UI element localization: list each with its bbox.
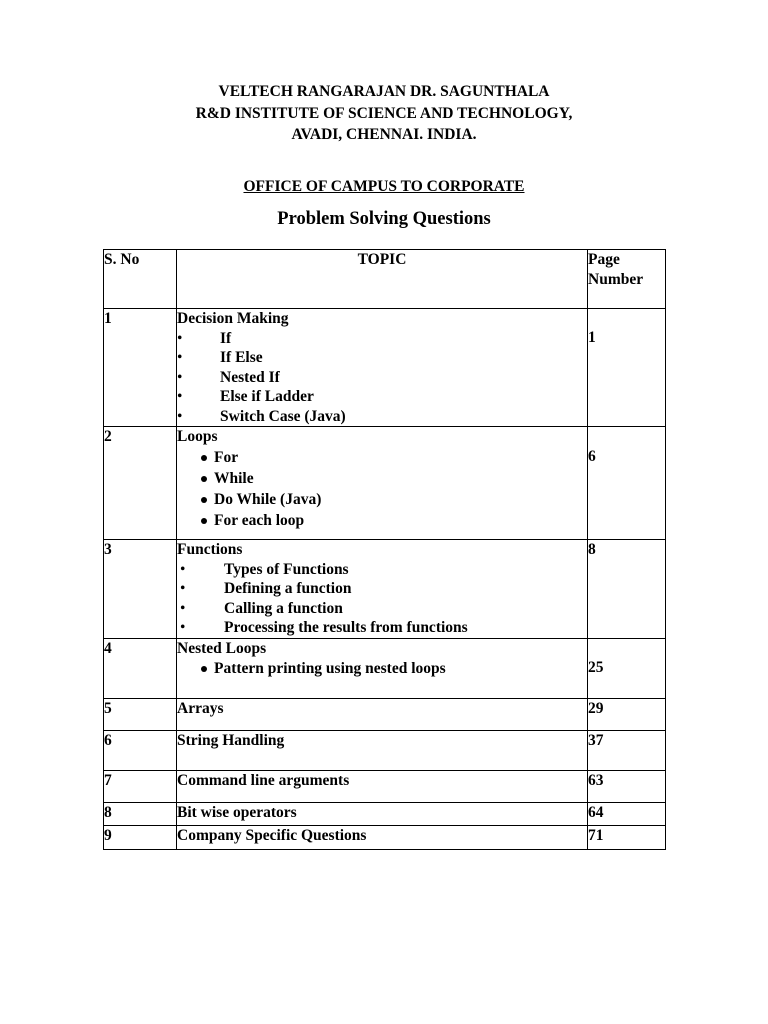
institute-name-line-1: VELTECH RANGARAJAN DR. SAGUNTHALA [218,83,550,100]
table-row [104,540,666,639]
header-sno: S. No [104,250,177,309]
row-topic: String Handling [177,730,588,770]
row-topic: Functions [177,541,243,558]
table-row [104,427,666,540]
row-page-value: 25 [588,658,604,676]
table-row [104,309,666,427]
row-topic-cell [177,309,588,427]
row-page: 71 [588,825,666,849]
institute-name-line-2: R&D INSTITUTE OF SCIENCE AND TECHNOLOGY, [195,105,573,122]
row-topic: Bit wise operators [177,802,588,825]
row-page-value: 6 [588,448,596,465]
row-sno: 6 [104,730,177,770]
row-page: 63 [588,770,666,802]
list-item: • Nested If [177,368,587,388]
row-sno: 7 [104,770,177,802]
table-row [104,802,666,825]
row-page-value: 1 [588,329,596,346]
row-topic-cell [177,638,588,698]
table-row [104,730,666,770]
row-sno: 9 [104,825,177,849]
row-sno: 4 [104,638,177,698]
list-item: • Defining a function [177,579,587,599]
row-sno: 2 [104,427,177,540]
row-topic-cell [177,427,588,540]
row-page: 64 [588,802,666,825]
subtopic-list [177,658,587,679]
row-page: 37 [588,730,666,770]
row-sno: 1 [104,309,177,427]
list-item: Do While (Java) [177,489,587,510]
office-title: OFFICE OF CAMPUS TO CORPORATE [243,178,525,195]
contents-table [103,249,666,850]
header-page [588,250,666,309]
list-item: While [177,468,587,489]
table-row [104,770,666,802]
header-page-line-2: Number [588,270,644,288]
row-page [588,638,666,698]
row-topic: Arrays [177,698,588,730]
subtopic-list [177,447,587,531]
row-page: 29 [588,698,666,730]
list-item: • If [177,329,587,349]
list-item: • Else if Ladder [177,387,587,407]
list-item: For each loop [177,510,587,531]
row-topic: Company Specific Questions [177,825,588,849]
list-item: • If Else [177,348,587,368]
row-sno: 5 [104,698,177,730]
row-topic: Nested Loops [177,639,267,657]
document-subtitle: Problem Solving Questions [277,209,491,229]
list-item: • Processing the results from functions [177,618,587,638]
table-row [104,698,666,730]
list-item: • Types of Functions [177,560,587,580]
list-item: • Switch Case (Java) [177,407,587,427]
header-topic: TOPIC [177,250,588,309]
table-row [104,638,666,698]
list-item: For [177,447,587,468]
subtopic-list [177,329,587,427]
list-item: Pattern printing using nested loops [177,658,587,679]
row-topic: Command line arguments [177,770,588,802]
row-page [588,427,666,540]
institute-location: AVADI, CHENNAI. INDIA. [291,126,477,143]
row-topic: Decision Making [177,310,289,327]
list-item: • Calling a function [177,599,587,619]
row-page [588,309,666,427]
row-sno: 3 [104,540,177,639]
table-header-row [104,250,666,309]
row-topic: Loops [177,428,218,445]
row-page: 8 [588,540,666,639]
row-topic-cell [177,540,588,639]
header-page-line-1: Page [588,251,620,268]
subtopic-list [177,560,587,638]
row-sno: 8 [104,802,177,825]
table-row [104,825,666,849]
